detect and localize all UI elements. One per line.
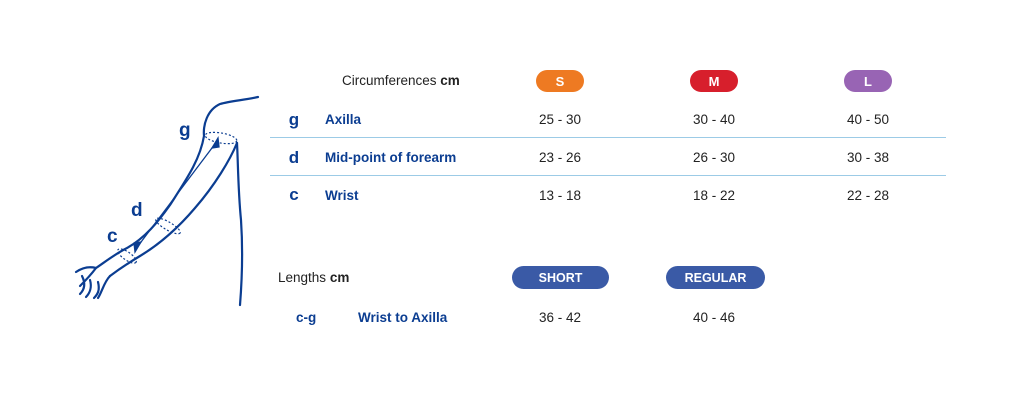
value-cell: 40 - 50 bbox=[846, 112, 890, 127]
circumferences-unit: cm bbox=[440, 73, 460, 88]
value-cell: 22 - 28 bbox=[846, 188, 890, 203]
length-badge-short bbox=[512, 266, 609, 289]
size-badge-s bbox=[536, 70, 584, 92]
forearm-inner bbox=[110, 143, 237, 276]
row-name-wrist: Wrist bbox=[325, 188, 359, 203]
axilla-ring bbox=[204, 130, 237, 145]
row-code-c: c bbox=[289, 185, 299, 204]
lengths-label: Lengths bbox=[278, 270, 327, 285]
row-name-wrist-to-axilla: Wrist to Axilla bbox=[358, 310, 448, 325]
label-g: g bbox=[179, 120, 191, 141]
value-cell: 36 - 42 bbox=[538, 310, 582, 325]
arm-diagram bbox=[70, 88, 270, 313]
length-badge-regular bbox=[666, 266, 765, 289]
row-code-d: d bbox=[288, 148, 300, 167]
arrow-head-bottom bbox=[134, 242, 141, 252]
length-label-regular: REGULAR bbox=[684, 270, 747, 285]
value-cell: 18 - 22 bbox=[692, 188, 736, 203]
row-name-midforearm: Mid-point of forearm bbox=[325, 150, 457, 165]
size-badge-l bbox=[844, 70, 892, 92]
value-cell: 25 - 30 bbox=[538, 112, 582, 127]
value-cell: 30 - 40 bbox=[692, 112, 736, 127]
value-cell: 23 - 26 bbox=[538, 150, 582, 165]
row-code-cg: c-g bbox=[296, 310, 317, 325]
label-d: d bbox=[131, 200, 143, 221]
length-label-short: SHORT bbox=[538, 270, 583, 285]
hand-outline bbox=[76, 267, 110, 298]
circumferences-heading bbox=[342, 73, 460, 88]
row-divider bbox=[270, 137, 946, 138]
label-c: c bbox=[107, 226, 118, 247]
lengths-heading bbox=[278, 270, 349, 285]
row-name-axilla: Axilla bbox=[325, 112, 362, 127]
arrow-head-top bbox=[212, 138, 219, 148]
size-badge-m bbox=[690, 70, 738, 92]
size-label-l: L bbox=[864, 73, 872, 89]
circumferences-label: Circumferences bbox=[342, 73, 437, 88]
size-label-m: M bbox=[708, 73, 720, 89]
lengths-unit: cm bbox=[329, 270, 350, 285]
arm-outline-upper bbox=[96, 97, 258, 268]
row-divider bbox=[270, 175, 946, 176]
arm-outline-lower bbox=[237, 143, 242, 305]
value-cell: 13 - 18 bbox=[538, 188, 582, 203]
value-cell: 30 - 38 bbox=[846, 150, 890, 165]
value-cell: 26 - 30 bbox=[692, 150, 736, 165]
value-cell: 40 - 46 bbox=[692, 310, 736, 325]
row-code-g: g bbox=[288, 110, 300, 129]
size-label-s: S bbox=[555, 73, 565, 89]
